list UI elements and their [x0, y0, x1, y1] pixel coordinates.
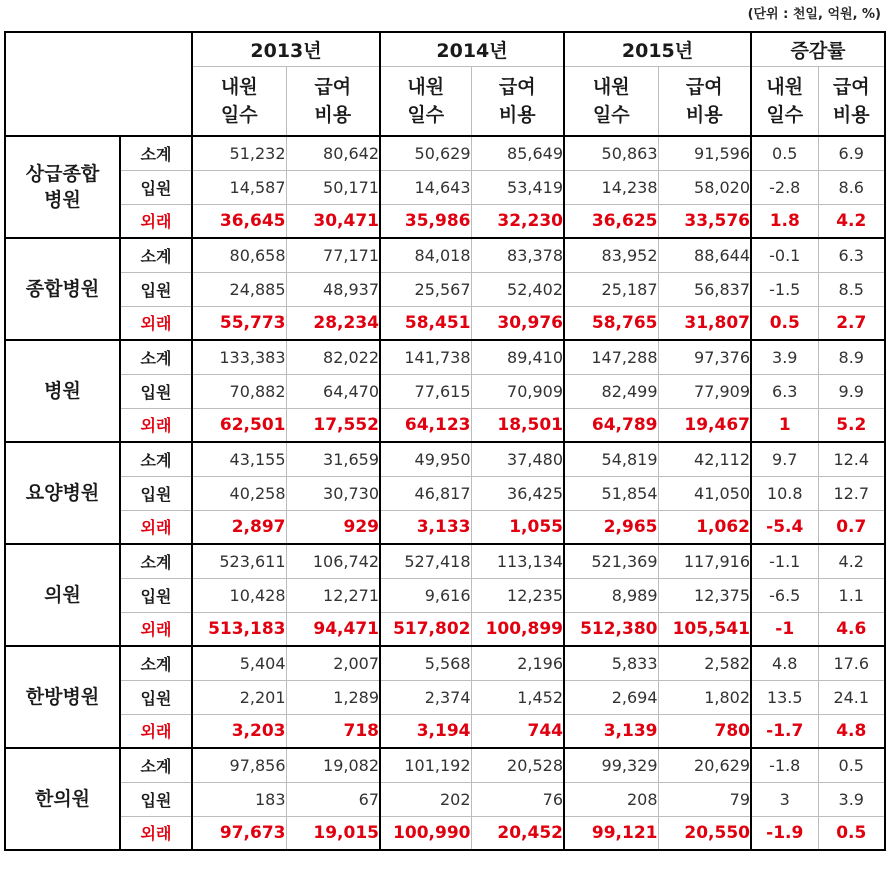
data-cell: 10,428 — [192, 578, 286, 612]
data-cell: 141,738 — [380, 340, 471, 374]
data-cell: 527,418 — [380, 544, 471, 578]
subheader-line: 비용 — [314, 103, 352, 126]
data-cell: 31,659 — [286, 442, 380, 476]
table-row-inpatient — [5, 578, 885, 612]
data-cell: 32,230 — [471, 204, 564, 238]
data-cell: 929 — [286, 510, 380, 544]
subheader-line: 비용 — [832, 103, 870, 126]
category-name-line: 요양병원 — [25, 482, 100, 504]
table-row-inpatient — [5, 272, 885, 306]
data-cell: 76 — [471, 782, 564, 816]
data-cell: 9.7 — [751, 442, 818, 476]
category-name — [5, 238, 120, 340]
data-cell: 1.1 — [818, 578, 885, 612]
row-label-subtotal: 소계 — [120, 136, 192, 170]
data-cell: 105,541 — [658, 612, 751, 646]
subheader-line: 비용 — [685, 103, 723, 126]
data-cell: 70,882 — [192, 374, 286, 408]
data-cell: 54,819 — [564, 442, 658, 476]
data-cell: -1.9 — [751, 816, 818, 850]
table-row-inpatient — [5, 170, 885, 204]
data-cell: 744 — [471, 714, 564, 748]
data-cell: 3 — [751, 782, 818, 816]
data-cell: 5.2 — [818, 408, 885, 442]
table-row-outpatient — [5, 714, 885, 748]
year-header-2015: 2015년 — [564, 32, 751, 66]
data-cell: 4.2 — [818, 204, 885, 238]
subheader-line: 일수 — [407, 103, 445, 126]
data-cell: 36,645 — [192, 204, 286, 238]
table-row-inpatient — [5, 782, 885, 816]
data-cell: 12.4 — [818, 442, 885, 476]
data-cell: 12.7 — [818, 476, 885, 510]
row-label-inpatient: 입원 — [120, 476, 192, 510]
data-cell: 3,133 — [380, 510, 471, 544]
data-cell: 50,629 — [380, 136, 471, 170]
data-cell: 20,629 — [658, 748, 751, 782]
data-cell: 50,863 — [564, 136, 658, 170]
data-cell: 89,410 — [471, 340, 564, 374]
data-cell: 97,856 — [192, 748, 286, 782]
year-header-row — [5, 32, 885, 66]
data-cell: 5,404 — [192, 646, 286, 680]
data-cell: 133,383 — [192, 340, 286, 374]
category-name-line: 상급종합 — [25, 163, 100, 185]
data-cell: 83,952 — [564, 238, 658, 272]
data-cell: 80,642 — [286, 136, 380, 170]
data-cell: 31,807 — [658, 306, 751, 340]
subheader-cell — [751, 66, 818, 136]
row-label-inpatient: 입원 — [120, 170, 192, 204]
subheader-cell — [658, 66, 751, 136]
row-label-inpatient: 입원 — [120, 374, 192, 408]
data-cell: 99,329 — [564, 748, 658, 782]
table-row-subtotal — [5, 340, 885, 374]
category-name-line: 의원 — [44, 584, 81, 606]
category-name-line: 종합병원 — [25, 278, 100, 300]
data-cell: 37,480 — [471, 442, 564, 476]
data-cell: 51,232 — [192, 136, 286, 170]
row-label-outpatient: 외래 — [120, 714, 192, 748]
data-cell: 2.7 — [818, 306, 885, 340]
row-label-outpatient: 외래 — [120, 816, 192, 850]
row-label-outpatient: 외래 — [120, 510, 192, 544]
data-cell: 64,789 — [564, 408, 658, 442]
row-label-outpatient: 외래 — [120, 612, 192, 646]
data-cell: 19,015 — [286, 816, 380, 850]
data-cell: 20,452 — [471, 816, 564, 850]
data-cell: 8.9 — [818, 340, 885, 374]
data-cell: 77,909 — [658, 374, 751, 408]
data-cell: 8,989 — [564, 578, 658, 612]
data-cell: 58,451 — [380, 306, 471, 340]
data-cell: 117,916 — [658, 544, 751, 578]
data-cell: 99,121 — [564, 816, 658, 850]
data-cell: 14,643 — [380, 170, 471, 204]
row-label-outpatient: 외래 — [120, 204, 192, 238]
data-cell: 46,817 — [380, 476, 471, 510]
data-cell: 2,374 — [380, 680, 471, 714]
data-cell: 2,897 — [192, 510, 286, 544]
data-cell: 20,550 — [658, 816, 751, 850]
data-cell: 41,050 — [658, 476, 751, 510]
subheader-cell — [818, 66, 885, 136]
row-label-outpatient: 외래 — [120, 408, 192, 442]
subheader-cell — [564, 66, 658, 136]
corner-cell — [5, 32, 192, 136]
data-cell: 55,773 — [192, 306, 286, 340]
data-cell: 1,289 — [286, 680, 380, 714]
data-cell: 77,171 — [286, 238, 380, 272]
statistics-table — [4, 31, 886, 851]
data-cell: 12,271 — [286, 578, 380, 612]
data-cell: 25,567 — [380, 272, 471, 306]
data-cell: 100,990 — [380, 816, 471, 850]
data-cell: 85,649 — [471, 136, 564, 170]
data-cell: 517,802 — [380, 612, 471, 646]
data-cell: -0.1 — [751, 238, 818, 272]
data-cell: 88,644 — [658, 238, 751, 272]
data-cell: 718 — [286, 714, 380, 748]
data-cell: 113,134 — [471, 544, 564, 578]
data-cell: 2,965 — [564, 510, 658, 544]
data-cell: 52,402 — [471, 272, 564, 306]
data-cell: 1,055 — [471, 510, 564, 544]
data-cell: 8.5 — [818, 272, 885, 306]
data-cell: 91,596 — [658, 136, 751, 170]
data-cell: 2,007 — [286, 646, 380, 680]
data-cell: 1.8 — [751, 204, 818, 238]
subheader-line: 일수 — [766, 103, 804, 126]
table-row-outpatient — [5, 816, 885, 850]
data-cell: 6.9 — [818, 136, 885, 170]
row-label-subtotal: 소계 — [120, 646, 192, 680]
subheader-cell — [192, 66, 286, 136]
year-header-change-rate: 증감률 — [751, 32, 885, 66]
subheader-cell — [380, 66, 471, 136]
data-cell: 1,062 — [658, 510, 751, 544]
data-cell: 8.6 — [818, 170, 885, 204]
table-row-outpatient — [5, 510, 885, 544]
subheader-line: 일수 — [592, 103, 630, 126]
data-cell: 521,369 — [564, 544, 658, 578]
table-row-outpatient — [5, 306, 885, 340]
table-row-subtotal — [5, 136, 885, 170]
data-cell: 56,837 — [658, 272, 751, 306]
data-cell: 17.6 — [818, 646, 885, 680]
category-name-line: 병원 — [44, 380, 81, 402]
data-cell: 82,499 — [564, 374, 658, 408]
subheader-line: 급여 — [314, 75, 352, 98]
data-cell: -5.4 — [751, 510, 818, 544]
data-cell: -1.7 — [751, 714, 818, 748]
table-row-subtotal — [5, 544, 885, 578]
data-cell: 67 — [286, 782, 380, 816]
category-name-line: 병원 — [44, 189, 81, 211]
data-cell: 512,380 — [564, 612, 658, 646]
data-cell: 48,937 — [286, 272, 380, 306]
data-cell: 58,765 — [564, 306, 658, 340]
data-cell: -1.8 — [751, 748, 818, 782]
data-cell: 100,899 — [471, 612, 564, 646]
subheader-line: 일수 — [220, 103, 258, 126]
data-cell: 1,802 — [658, 680, 751, 714]
data-cell: 3.9 — [751, 340, 818, 374]
data-cell: 30,976 — [471, 306, 564, 340]
data-cell: 106,742 — [286, 544, 380, 578]
subheader-line: 내원 — [407, 75, 445, 98]
table-row-inpatient — [5, 680, 885, 714]
data-cell: 4.8 — [751, 646, 818, 680]
row-label-subtotal: 소계 — [120, 340, 192, 374]
data-cell: 10.8 — [751, 476, 818, 510]
row-label-inpatient: 입원 — [120, 680, 192, 714]
data-cell: 30,471 — [286, 204, 380, 238]
data-cell: 64,470 — [286, 374, 380, 408]
table-row-inpatient — [5, 374, 885, 408]
data-cell: -1.5 — [751, 272, 818, 306]
data-cell: -2.8 — [751, 170, 818, 204]
data-cell: -1 — [751, 612, 818, 646]
data-cell: 64,123 — [380, 408, 471, 442]
data-cell: 14,587 — [192, 170, 286, 204]
row-label-subtotal: 소계 — [120, 544, 192, 578]
category-name — [5, 136, 120, 238]
data-cell: 33,576 — [658, 204, 751, 238]
subheader-line: 내원 — [592, 75, 630, 98]
data-cell: 40,258 — [192, 476, 286, 510]
row-label-subtotal: 소계 — [120, 748, 192, 782]
subheader-line: 급여 — [832, 75, 870, 98]
data-cell: 12,235 — [471, 578, 564, 612]
data-cell: 0.5 — [751, 306, 818, 340]
table-row-subtotal — [5, 646, 885, 680]
data-cell: 24.1 — [818, 680, 885, 714]
data-cell: 42,112 — [658, 442, 751, 476]
data-cell: 1,452 — [471, 680, 564, 714]
data-cell: 4.8 — [818, 714, 885, 748]
data-cell: 5,833 — [564, 646, 658, 680]
data-cell: 53,419 — [471, 170, 564, 204]
row-label-subtotal: 소계 — [120, 442, 192, 476]
data-cell: 13.5 — [751, 680, 818, 714]
data-cell: 2,201 — [192, 680, 286, 714]
data-cell: 62,501 — [192, 408, 286, 442]
data-cell: 3,194 — [380, 714, 471, 748]
data-cell: 0.5 — [818, 748, 885, 782]
data-cell: 202 — [380, 782, 471, 816]
data-cell: -6.5 — [751, 578, 818, 612]
data-cell: 28,234 — [286, 306, 380, 340]
data-cell: 4.6 — [818, 612, 885, 646]
table-row-subtotal — [5, 442, 885, 476]
category-name-line: 한방병원 — [25, 686, 100, 708]
data-cell: 58,020 — [658, 170, 751, 204]
data-cell: 101,192 — [380, 748, 471, 782]
subheader-line: 급여 — [498, 75, 536, 98]
data-cell: 19,082 — [286, 748, 380, 782]
table-row-subtotal — [5, 238, 885, 272]
category-name — [5, 646, 120, 748]
subheader-line: 내원 — [766, 75, 804, 98]
category-name — [5, 442, 120, 544]
data-cell: 43,155 — [192, 442, 286, 476]
data-cell: 24,885 — [192, 272, 286, 306]
data-cell: 97,673 — [192, 816, 286, 850]
data-cell: 3,203 — [192, 714, 286, 748]
table-row-outpatient — [5, 612, 885, 646]
data-cell: 17,552 — [286, 408, 380, 442]
data-cell: 2,694 — [564, 680, 658, 714]
data-cell: 9.9 — [818, 374, 885, 408]
table-row-outpatient — [5, 408, 885, 442]
data-cell: 80,658 — [192, 238, 286, 272]
data-cell: 70,909 — [471, 374, 564, 408]
data-cell: 51,854 — [564, 476, 658, 510]
data-cell: 3,139 — [564, 714, 658, 748]
subheader-line: 급여 — [685, 75, 723, 98]
data-cell: 36,625 — [564, 204, 658, 238]
data-cell: 6.3 — [751, 374, 818, 408]
data-cell: 94,471 — [286, 612, 380, 646]
subheader-cell — [286, 66, 380, 136]
category-name — [5, 748, 120, 850]
data-cell: 0.5 — [818, 816, 885, 850]
data-cell: 0.7 — [818, 510, 885, 544]
table-row-outpatient — [5, 204, 885, 238]
data-cell: 18,501 — [471, 408, 564, 442]
data-cell: 3.9 — [818, 782, 885, 816]
year-header-2013: 2013년 — [192, 32, 380, 66]
table-row-subtotal — [5, 748, 885, 782]
data-cell: 30,730 — [286, 476, 380, 510]
data-cell: 208 — [564, 782, 658, 816]
data-cell: 513,183 — [192, 612, 286, 646]
data-cell: 36,425 — [471, 476, 564, 510]
data-cell: 14,238 — [564, 170, 658, 204]
unit-note: (단위 : 천일, 억원, %) — [747, 7, 881, 22]
data-cell: 183 — [192, 782, 286, 816]
data-cell: 5,568 — [380, 646, 471, 680]
subheader-line: 비용 — [498, 103, 536, 126]
data-cell: 147,288 — [564, 340, 658, 374]
data-cell: 25,187 — [564, 272, 658, 306]
data-cell: 77,615 — [380, 374, 471, 408]
data-cell: 19,467 — [658, 408, 751, 442]
row-label-outpatient: 외래 — [120, 306, 192, 340]
subheader-cell — [471, 66, 564, 136]
table-row-inpatient — [5, 476, 885, 510]
category-name — [5, 544, 120, 646]
data-cell: 780 — [658, 714, 751, 748]
data-cell: 82,022 — [286, 340, 380, 374]
data-cell: 1 — [751, 408, 818, 442]
row-label-inpatient: 입원 — [120, 272, 192, 306]
data-cell: 2,582 — [658, 646, 751, 680]
data-cell: 35,986 — [380, 204, 471, 238]
data-cell: 2,196 — [471, 646, 564, 680]
data-cell: 84,018 — [380, 238, 471, 272]
row-label-inpatient: 입원 — [120, 578, 192, 612]
row-label-inpatient: 입원 — [120, 782, 192, 816]
data-cell: 0.5 — [751, 136, 818, 170]
category-name-line: 한의원 — [34, 788, 91, 810]
data-cell: 50,171 — [286, 170, 380, 204]
subheader-line: 내원 — [220, 75, 258, 98]
data-cell: 97,376 — [658, 340, 751, 374]
data-cell: 9,616 — [380, 578, 471, 612]
data-cell: 12,375 — [658, 578, 751, 612]
data-cell: 83,378 — [471, 238, 564, 272]
table-body — [5, 32, 885, 850]
row-label-subtotal: 소계 — [120, 238, 192, 272]
data-cell: 49,950 — [380, 442, 471, 476]
category-name — [5, 340, 120, 442]
data-cell: 20,528 — [471, 748, 564, 782]
data-cell: 79 — [658, 782, 751, 816]
data-cell: 4.2 — [818, 544, 885, 578]
data-cell: -1.1 — [751, 544, 818, 578]
data-cell: 523,611 — [192, 544, 286, 578]
year-header-2014: 2014년 — [380, 32, 564, 66]
data-cell: 6.3 — [818, 238, 885, 272]
